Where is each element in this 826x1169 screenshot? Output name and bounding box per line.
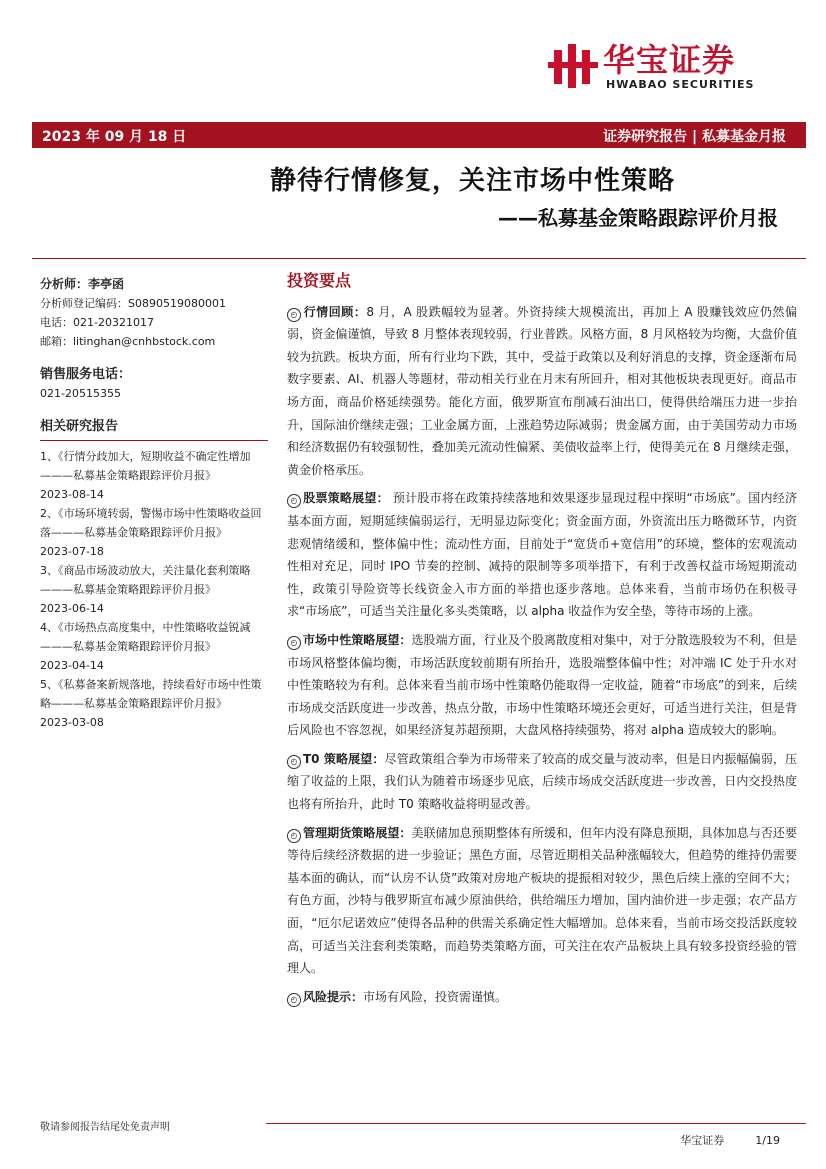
section-body: 选股端方面，行业及个股离散度相对集中，对于分散选股较为不利，但是市场风格整体偏均衡，市场活跃度较前期有所抬升，选股端整体偏中性；对冲端 IC 处于升水对中性策略较为有利。总体来看当前市场中性策略仍能取得一定收益，随着“市场底”的到来，后续市场成交活跃度进一步改善，热点分散，市场中性策略环境还会更好，可适当进行关注，但是背后风险也不容忽视，如果经济复苏超预期，大盘风格持续强势，将对 alpha 造成较大的影响。: [287, 632, 797, 738]
report-title: 静待行情修复，关注市场中性策略: [270, 166, 676, 196]
section-market-review: [287, 301, 797, 482]
header-banner: [32, 122, 806, 148]
logo-text-en: HWABAO SECURITIES: [606, 78, 755, 91]
clock-bullet-icon: ◴: [287, 993, 301, 1007]
related-item-date: 2023-08-14: [40, 488, 104, 501]
section-t0-outlook: [287, 748, 797, 816]
report-date: 2023 年 09 月 18 日: [42, 129, 187, 145]
main-content: [287, 270, 797, 1014]
related-item-date: 2023-03-08: [40, 716, 104, 729]
section-body: 8 月，A 股跌幅较为显著。外资持续大规模流出，再加上 A 股赚钱效应仍然偏弱，资金偏谨慎，导致 8 月整体表现较弱，行业普跌。风格方面，8 月风格较为均衡，大盘价值较为抗跌。板块方面，所有行业均下跌，其中，受益于政策以及利好消息的支撑，资金逐渐布局数字要素、AI、机器人等题材，带动相关行业在月末有所回升，相对其他板块表现更好。商品市场方面，商品价格延续强势。能化方面，俄罗斯宣布削减石油出口，使得供给端压力进一步抬升，国际油价继续走强；工业金属方面，上涨趋势边际减弱；贵金属方面，由于美国劳动力市场和经济数据仍有较强韧性，叠加美元流动性偏紧、美债收益率上行，使得美元在 8 月继续走强，黄金价格承压。: [287, 304, 797, 477]
section-body: 尽管政策组合拳为市场带来了较高的成交量与波动率，但是日内振幅偏弱，压缩了收益的上限，我们认为随着市场逐步见底，后续市场成交活跃度进一步改善，日内交投热度也将有所抬升，此时 T0 策略收益将明显改善。: [287, 751, 797, 812]
footer-divider: [266, 1123, 806, 1124]
section-heading: 投资要点: [287, 271, 352, 290]
related-divider: [40, 440, 268, 441]
related-item-date: 2023-06-14: [40, 602, 104, 615]
section-head: 风险提示：: [303, 989, 364, 1004]
clock-bullet-icon: ◴: [287, 755, 301, 769]
clock-bullet-icon: ◴: [287, 829, 301, 843]
clock-bullet-icon: ◴: [287, 308, 301, 322]
related-item[interactable]: [40, 561, 268, 618]
related-item-title: 1、《行情分歧加大，短期收益不确定性增加———私募基金策略跟踪评价月报》: [40, 450, 251, 482]
related-item-title: 2、《市场环境转弱，警惕市场中性策略收益回落———私募基金策略跟踪评价月报》: [40, 507, 262, 539]
analyst-email: 邮箱：litinghan@cnhbstock.com: [40, 335, 216, 348]
section-body: 预计股市将在政策持续落地和效果逐步显现过程中探明“市场底”。国内经济基本面方面，短期延续偏弱运行，无明显边际变化；资金面方面，外资流出压力略微环节，内资悲观情绪缓和，整体偏中性；流动性方面，目前处于“宽货币+宽信用”的环境，整体的宏观流动性相对充足，同时 IPO 节奏的控制、减持的限制等多项举措下，有利于改善权益市场短期流动性，政策引导险资等长线资金入市方面的举措也逐步落地。总体来看，当前市场仍在积极寻求“市场底”，可适当关注量化多头类策略，以 alpha 收益作为安全垫，等待市场的上涨。: [287, 491, 797, 619]
report-type: 证券研究报告 | 私募基金月报: [603, 129, 786, 145]
related-item-title: 3、《商品市场波动放大，关注量化套利策略———私募基金策略跟踪评价月报》: [40, 564, 251, 596]
section-head: 行情回顾：: [303, 304, 367, 319]
related-item-date: 2023-07-18: [40, 545, 104, 558]
section-futures-outlook: [287, 822, 797, 980]
sales-label: 销售服务电话：: [40, 367, 132, 382]
related-item[interactable]: [40, 675, 268, 732]
logo-mark-icon: [548, 42, 598, 90]
related-title: 相关研究报告: [40, 419, 119, 434]
section-head: T0 策略展望：: [303, 751, 385, 766]
related-item-title: 4、《市场热点高度集中，中性策略收益锐减———私募基金策略跟踪评价月报》: [40, 621, 251, 653]
footer-brand: 华宝证券: [680, 1134, 725, 1147]
sidebar: [40, 275, 268, 732]
section-body: 市场有风险，投资需谨慎。: [363, 989, 508, 1004]
related-item[interactable]: [40, 618, 268, 675]
section-risk: [287, 986, 797, 1009]
section-stock-outlook: [287, 487, 797, 623]
section-head: 管理期货策略展望：: [303, 825, 412, 840]
section-neutral-outlook: [287, 629, 797, 742]
clock-bullet-icon: ◴: [287, 494, 301, 508]
related-item[interactable]: [40, 447, 268, 504]
logo-text-cn: 华宝证券: [603, 41, 736, 79]
analyst-name: 分析师：李亭函: [40, 277, 125, 291]
footer-meta: [680, 1132, 780, 1148]
related-item-title: 5、《私募备案新规落地，持续看好市场中性策略———私募基金策略跟踪评价月报》: [40, 678, 262, 710]
title-divider: [32, 258, 806, 259]
analyst-reg: 分析师登记编码：S0890519080001: [40, 297, 226, 310]
footer-disclaimer[interactable]: 敬请参阅报告结尾处免责声明: [40, 1122, 170, 1133]
section-head: 股票策略展望：: [303, 491, 389, 506]
related-item-date: 2023-04-14: [40, 659, 104, 672]
related-item[interactable]: [40, 504, 268, 561]
sales-phone: 021-20515355: [40, 387, 121, 400]
section-head: 市场中性策略展望：: [303, 632, 412, 647]
clock-bullet-icon: ◴: [287, 636, 301, 650]
analyst-phone: 电话：021-20321017: [40, 316, 154, 329]
company-logo: [548, 40, 778, 92]
section-body: 美联储加息预期整体有所缓和，但年内没有降息预期，具体加息与否还要等待后续经济数据的进一步验证；黑色方面，尽管近期相关品种涨幅较大，但趋势的维持仍需要基本面的确认，而“认房不认贷”政策对房地产板块的提振相对较少，黑色后续上涨的空间不大；有色方面，沙特与俄罗斯宣布减少原油供给，供给端压力增加，国内油价进一步走强；农产品方面，“厄尔尼诺效应”使得各品种的供需关系确定性大幅增加。总体来看，当前市场交投活跃度较高，可适当关注套利类策略，而趋势类策略方面，可关注在农产品板块上具有较多投资经验的管理人。: [287, 825, 797, 976]
report-subtitle: ——私募基金策略跟踪评价月报: [498, 206, 778, 230]
page-number: 1/19: [755, 1134, 780, 1147]
